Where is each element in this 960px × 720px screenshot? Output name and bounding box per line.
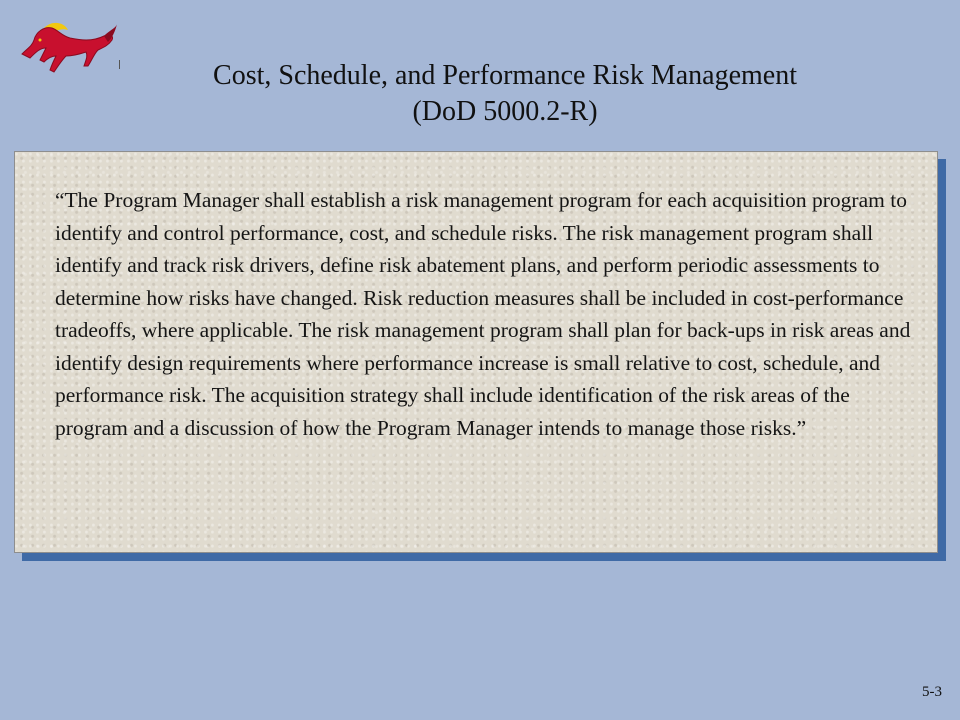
- slide-number: 5-3: [922, 684, 942, 700]
- slide-title-line-1: Cost, Schedule, and Performance Risk Management: [213, 60, 797, 91]
- slide-title: [0, 58, 960, 130]
- slide-title-line-2: (DoD 5000.2-R): [412, 96, 598, 127]
- quote-text: “The Program Manager shall establish a risk management program for each acquisition program to identify and control performance, cost, and schedule risks. The risk management program shall identify and track risk drivers, define risk abatement plans, and perform periodic assessments to determine how risks have changed. Risk reduction measures shall be included in cost-performance tradeoffs, where applicable. The risk management program shall plan for back-ups in risk areas and identify design requirements where performance increase is small relative to cost, schedule, and performance risk. The acquisition strategy shall include identification of the risk areas of the program and a discussion of how the Program Manager intends to manage those risks.”: [55, 188, 911, 440]
